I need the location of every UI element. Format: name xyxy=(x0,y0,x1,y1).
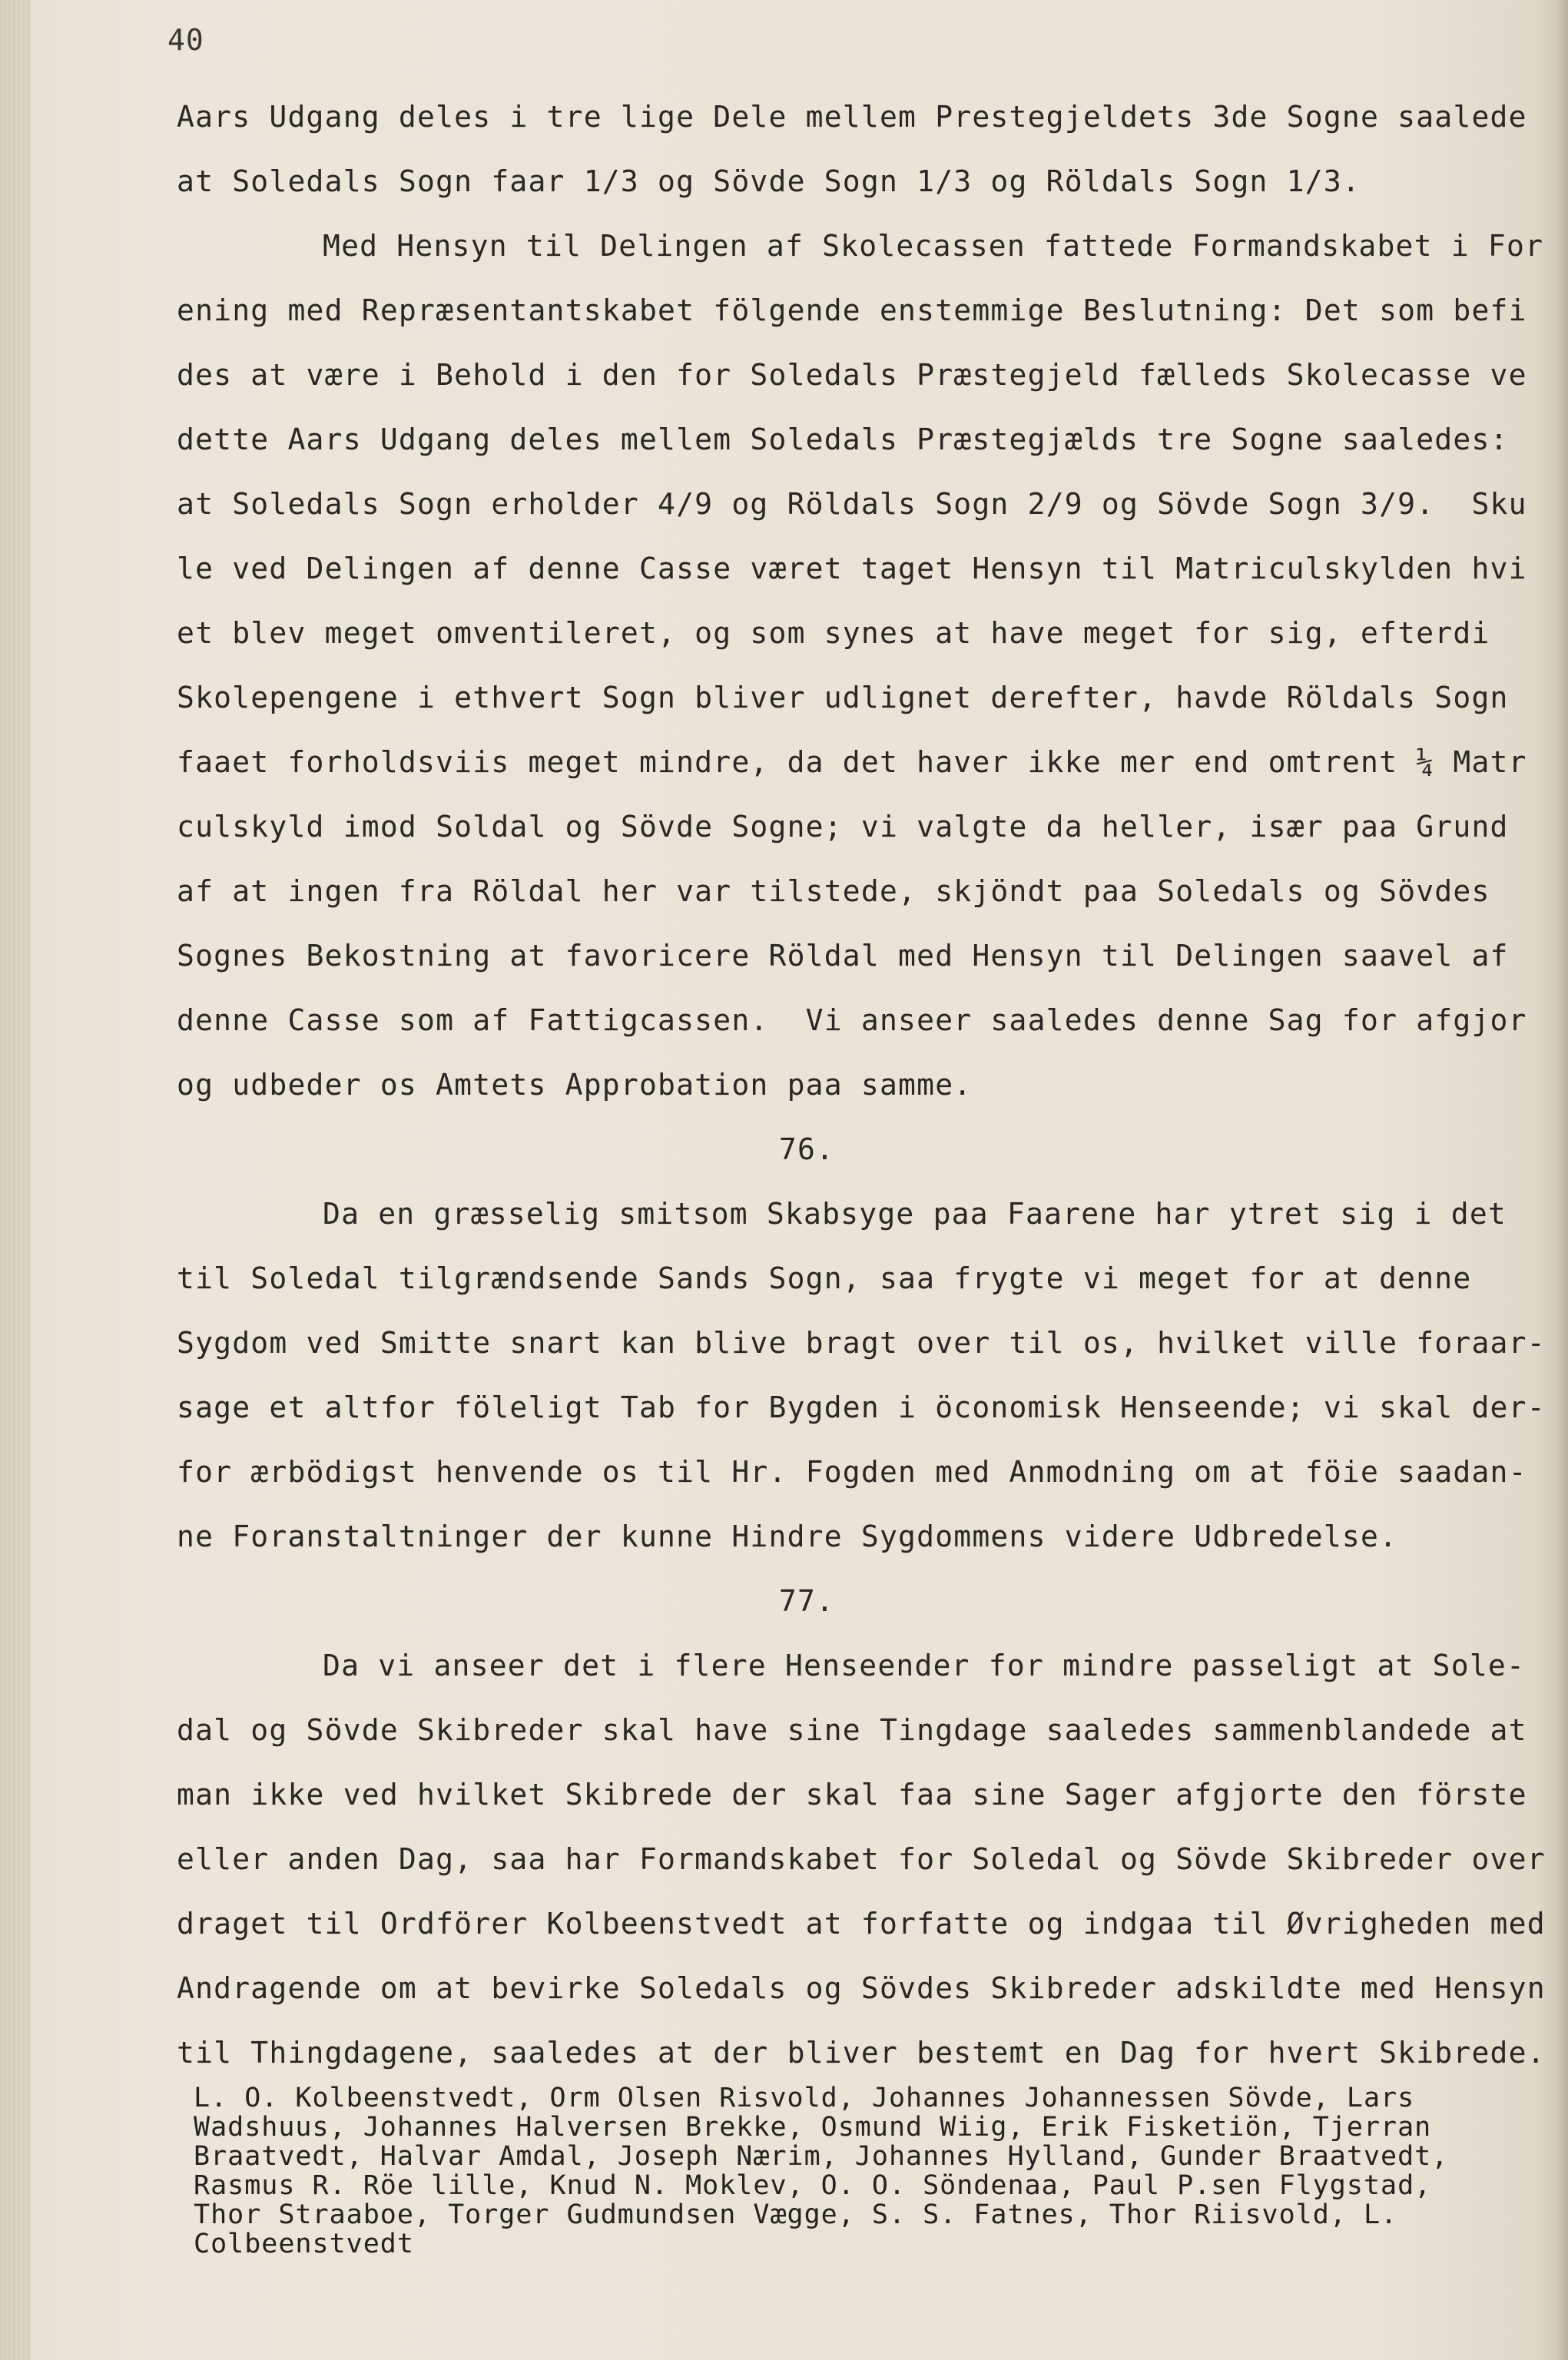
text-line: til Thingdagene, saaledes at der bliver bestemt en Dag for hvert Skibrede. xyxy=(177,2036,1546,2070)
text-line: draget til Ordförer Kolbeenstvedt at forfatte og indgaa til Øvrigheden med xyxy=(177,1907,1546,1941)
text-line: denne Casse som af Fattigcassen. Vi anseer saaledes denne Sag for afgjor xyxy=(177,1003,1527,1037)
text-line: man ikke ved hvilket Skibrede der skal faa sine Sager afgjorte den förste xyxy=(177,1778,1527,1811)
page-number: 40 xyxy=(167,23,204,57)
text-line: ening med Repræsentantskabet fölgende enstemmige Beslutning: Det som befi xyxy=(177,293,1527,327)
text-line: til Soledal tilgrændsende Sands Sogn, saa frygte vi meget for at denne xyxy=(177,1261,1472,1295)
text-line: culskyld imod Soldal og Sövde Sogne; vi valgte da heller, især paa Grund xyxy=(177,810,1509,844)
text-line: dal og Sövde Skibreder skal have sine Tingdage saaledes sammenblandede at xyxy=(177,1713,1527,1747)
text-line: for ærbödigst henvende os til Hr. Fogden med Anmodning om at föie saadan- xyxy=(177,1455,1527,1489)
signature-line: Wadshuus, Johannes Halversen Brekke, Osmund Wiig, Erik Fisketiön, Tjerran xyxy=(194,2113,1432,2142)
text-line: Andragende om at bevirke Soledals og Sövdes Skibreder adskildte med Hensyn xyxy=(177,1971,1546,2005)
text-line: og udbeder os Amtets Approbation paa samme. xyxy=(177,1068,973,1102)
signature-line: L. O. Kolbeenstvedt, Orm Olsen Risvold, Johannes Johannessen Sövde, Lars xyxy=(194,2083,1415,2113)
text-line: des at være i Behold i den for Soledals Præstegjeld fælleds Skolecasse ve xyxy=(177,358,1527,392)
body-text xyxy=(177,85,1560,2085)
text-line: et blev meget omventileret, og som synes at have meget for sig, efterdi xyxy=(177,616,1490,650)
text-line: af at ingen fra Röldal her var tilstede, skjöndt paa Soledals og Sövdes xyxy=(177,874,1490,908)
text-line: sage et altfor föleligt Tab for Bygden i öconomisk Henseende; vi skal der- xyxy=(177,1390,1546,1424)
signature-line: Thor Straaboe, Torger Gudmundsen Vægge, S. S. Fatnes, Thor Riisvold, L. xyxy=(194,2200,1398,2229)
book-binding-edge xyxy=(0,0,31,2360)
signature-line: Braatvedt, Halvar Amdal, Joseph Nærim, Johannes Hylland, Gunder Braatvedt, xyxy=(194,2142,1449,2171)
signature-line: Colbeenstvedt xyxy=(194,2229,414,2259)
text-line: Med Hensyn til Delingen af Skolecassen fattede Formandskabet i For xyxy=(323,229,1544,263)
section-number: 77. xyxy=(778,1584,835,1618)
text-line: Da vi anseer det i flere Henseender for mindre passeligt at Sole- xyxy=(323,1649,1526,1682)
signature-line: Rasmus R. Röe lille, Knud N. Moklev, O. O. Söndenaa, Paul P.sen Flygstad, xyxy=(194,2171,1432,2200)
text-line: eller anden Dag, saa har Formandskabet for Soledal og Sövde Skibreder over xyxy=(177,1842,1546,1876)
text-line: Da en græsselig smitsom Skabsyge paa Faarene har ytret sig i det xyxy=(323,1197,1507,1231)
signature-block xyxy=(194,2083,1553,2259)
section-number: 76. xyxy=(778,1132,835,1166)
text-line: Sygdom ved Smitte snart kan blive bragt over til os, hvilket ville foraar- xyxy=(177,1326,1546,1360)
text-line: ne Foranstaltninger der kunne Hindre Sygdommens videre Udbredelse. xyxy=(177,1520,1398,1553)
text-line: Skolepengene i ethvert Sogn bliver udlignet derefter, havde Röldals Sogn xyxy=(177,681,1509,714)
text-line: at Soledals Sogn faar 1/3 og Sövde Sogn 1/3 og Röldals Sogn 1/3. xyxy=(177,164,1361,198)
text-line: at Soledals Sogn erholder 4/9 og Röldals Sogn 2/9 og Sövde Sogn 3/9. Sku xyxy=(177,487,1527,521)
text-line: dette Aars Udgang deles mellem Soledals Præstegjælds tre Sogne saaledes: xyxy=(177,423,1509,456)
text-line: faaet forholdsviis meget mindre, da det haver ikke mer end omtrent ¼ Matr xyxy=(177,745,1527,779)
text-line: Sognes Bekostning at favoricere Röldal med Hensyn til Delingen saavel af xyxy=(177,939,1509,973)
text-line: le ved Delingen af denne Casse været taget Hensyn til Matriculskylden hvi xyxy=(177,552,1527,585)
text-line: Aars Udgang deles i tre lige Dele mellem Prestegjeldets 3de Sogne saalede xyxy=(177,100,1527,134)
